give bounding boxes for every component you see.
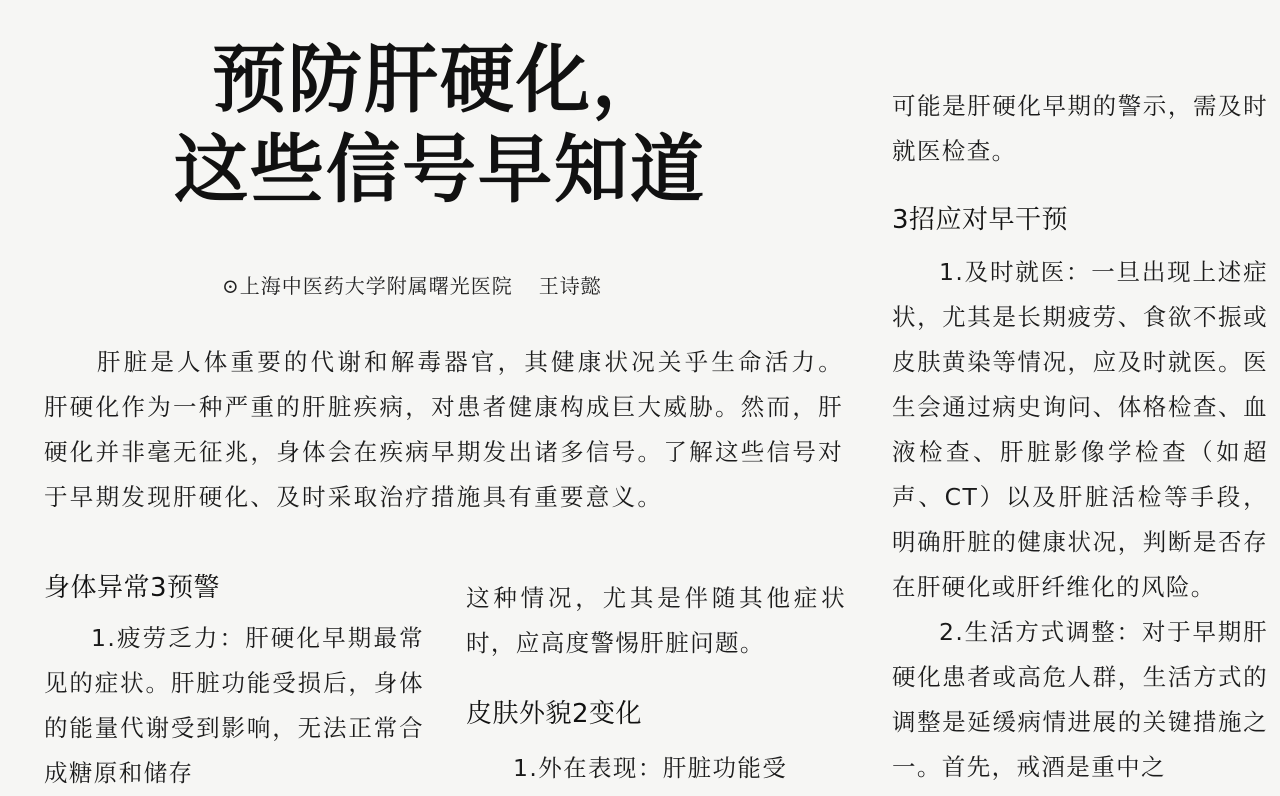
section-heading-skin-changes: 皮肤外貌2变化 xyxy=(466,699,643,729)
section3-item-see-doctor: 1.及时就医：一旦出现上述症状，尤其是长期疲劳、食欲不振或皮肤黄染等情况，应及时就医。医生会通过病史询问、体格检查、血液检查、肝脏影像学检查（如超声、CT）以及肝脏活检等手段，明确肝脏的健康状况，判断是否存在肝硬化或肝纤维化的风险。 xyxy=(892,258,1268,601)
article-title-line-2: 这些信号早知道 xyxy=(174,127,706,213)
col2-continued-text: 这种情况，尤其是伴随其他症状时，应高度警惕肝脏问题。 xyxy=(466,584,846,657)
section-heading-body-warning: 身体异常3预警 xyxy=(44,573,221,603)
section2-item-appearance: 1.外在表现：肝脏功能受 xyxy=(513,754,788,782)
article-title-line-1: 预防肝硬化， xyxy=(212,37,668,123)
byline-author: 王诗懿 xyxy=(538,274,602,298)
section-heading-early-intervention: 3招应对早干预 xyxy=(892,205,1069,235)
intro-text: 肝脏是人体重要的代谢和解毒器官，其健康状况关乎生命活力。肝硬化作为一种严重的肝脏疾病，对患者健康构成巨大威胁。然而，肝硬化并非毫无征兆，身体会在疾病早期发出诸多信号。了解这些信号对于早期发现肝硬化、及时采取治疗措施具有重要意义。 xyxy=(44,348,844,511)
col3-continued-text: 可能是肝硬化早期的警示，需及时就医检查。 xyxy=(892,92,1268,165)
intro-paragraph xyxy=(44,340,844,520)
column-3 xyxy=(892,84,1268,790)
column-1 xyxy=(44,568,424,796)
byline xyxy=(222,270,602,299)
section3-item-lifestyle: 2.生活方式调整：对于早期肝硬化患者或高危人群，生活方式的调整是延缓病情进展的关键措施之一。首先，戒酒是重中之 xyxy=(892,618,1268,781)
section1-item-fatigue: 1.疲劳乏力：肝硬化早期最常见的症状。肝脏功能受损后，身体的能量代谢受到影响，无法正常合成糖原和储存 xyxy=(44,624,424,787)
column-2 xyxy=(466,576,846,791)
byline-affiliation: ⊙上海中医药大学附属曙光医院 xyxy=(222,274,513,298)
